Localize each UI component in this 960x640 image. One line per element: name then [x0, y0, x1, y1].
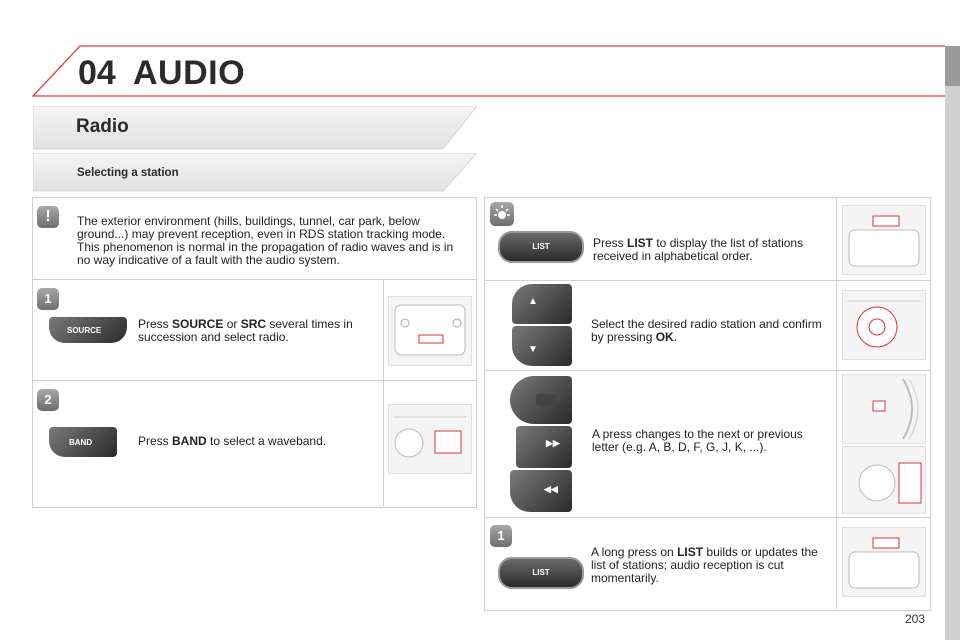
chapter-number: 04	[78, 54, 116, 92]
tip-1-text: Press LIST to display the list of stations received in alphabetical order.	[593, 236, 804, 263]
right-divider-2	[484, 370, 930, 371]
list-button-image	[498, 231, 584, 263]
steering-wheel-control-image	[510, 376, 572, 424]
arrow-up-button-image	[512, 284, 572, 324]
console-thumbnail-list	[842, 205, 926, 275]
page-number: 203	[905, 612, 926, 626]
step-badge: 1	[37, 288, 59, 310]
console-thumbnail-ok	[842, 290, 926, 360]
side-tab-strip	[945, 46, 960, 640]
left-image-divider	[383, 280, 384, 506]
rewind-icon: ◀◀	[544, 484, 558, 494]
left-divider-1	[32, 279, 476, 280]
side-tab-marker	[945, 46, 960, 86]
section-title: Radio	[76, 116, 129, 137]
arrow-down-button-image	[512, 326, 572, 366]
console-thumbnail-band	[388, 404, 472, 474]
right-divider-3	[484, 517, 930, 518]
tip-2-text: Select the desired radio station and confirm by pressing OK.	[591, 317, 822, 344]
warning-icon: !	[37, 206, 59, 228]
band-button-image	[49, 427, 117, 457]
console-thumbnail-source	[388, 296, 472, 366]
left-divider-2	[32, 380, 476, 381]
list-button-label: LIST	[532, 242, 550, 251]
tip-bulb-icon	[490, 202, 514, 226]
step-badge: 2	[37, 389, 59, 411]
arrow-up-icon: ▲	[528, 296, 538, 307]
tip-3-text: A press changes to the next or previous letter (e.g. A, B, D, F, G, J, K, ...).	[592, 427, 803, 454]
list-button-image	[498, 557, 584, 589]
console-thumbnail-seek	[842, 446, 926, 514]
step-right-text: A long press on LIST builds or updates the list of stations; audio reception is cut momentarily.	[591, 545, 818, 585]
source-button-label: SOURCE	[67, 326, 102, 335]
arrow-down-icon: ▼	[528, 344, 538, 355]
list-button-label: LIST	[532, 568, 550, 577]
steering-wheel-thumbnail	[842, 374, 926, 444]
warning-text: The exterior environment (hills, buildings, tunnel, car park, below ground...) may prevent reception, even in RDS station tracking mode. This phenomenon is normal in the propagation of radio waves and is in no way indicative of a fault with the audio system.	[77, 214, 454, 267]
steering-control-icon	[536, 394, 556, 406]
console-thumbnail-list-long	[842, 527, 926, 597]
step-badge: 1	[490, 525, 512, 547]
source-button-image	[49, 317, 127, 343]
rewind-button-image	[510, 470, 572, 512]
section-subtitle: Selecting a station	[77, 167, 179, 179]
chapter-title: AUDIO	[133, 54, 246, 92]
step-1-text: Press SOURCE or SRC several times in succession and select radio.	[138, 317, 353, 344]
step-2-text: Press BAND to select a waveband.	[138, 434, 327, 448]
fast-forward-button-image	[516, 426, 572, 468]
band-button-label: BAND	[69, 438, 93, 447]
right-divider-1	[484, 280, 930, 281]
fast-forward-icon: ▶▶	[546, 438, 560, 448]
right-image-divider	[836, 198, 837, 609]
